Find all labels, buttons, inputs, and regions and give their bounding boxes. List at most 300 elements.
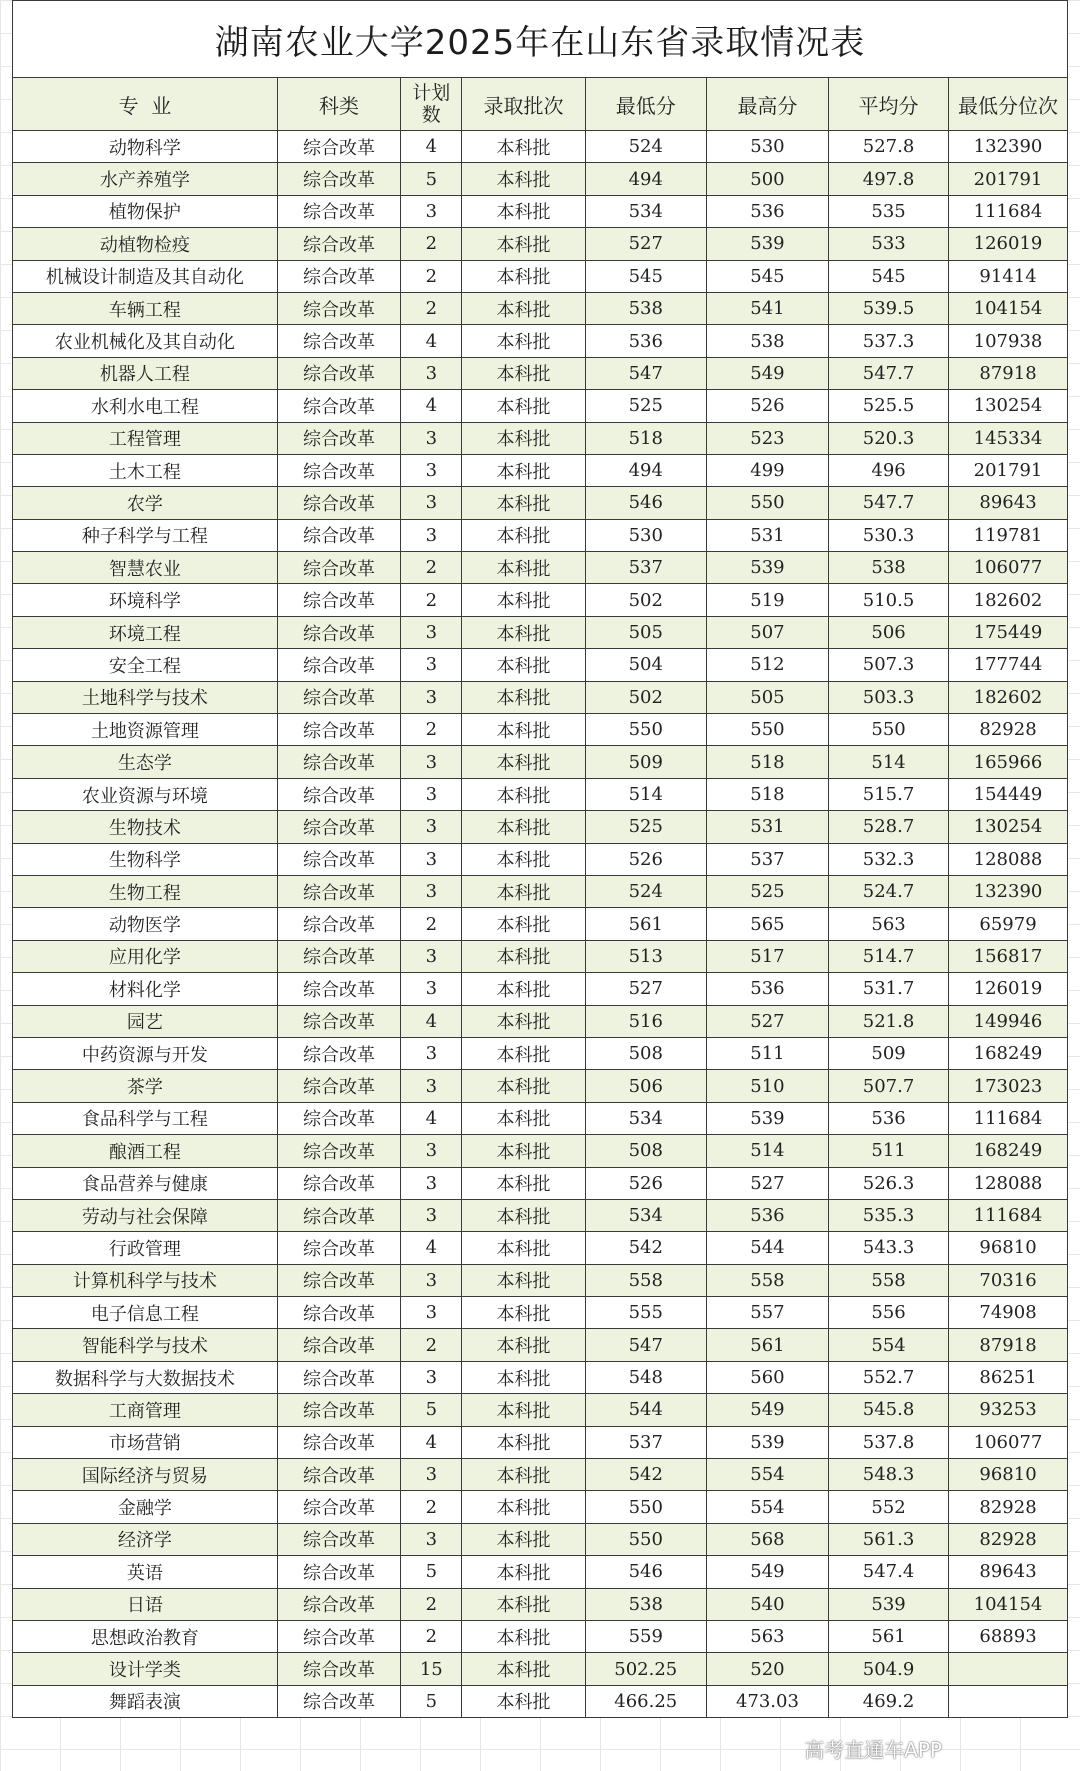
table-row <box>13 1199 1068 1231</box>
min-score-cell: 558 <box>585 1264 706 1296</box>
batch-cell: 本科批 <box>462 1199 585 1231</box>
header-plan-line2: 数 <box>421 104 441 126</box>
type-cell: 综合改革 <box>277 292 400 324</box>
table-row <box>13 940 1068 972</box>
min-score-cell: 505 <box>585 616 706 648</box>
plan-cell: 3 <box>401 1135 462 1167</box>
table-row <box>13 1135 1068 1167</box>
min-score-cell: 550 <box>585 714 706 746</box>
table-row <box>13 195 1068 227</box>
max-score-cell: 523 <box>706 422 828 454</box>
avg-score-cell: 511 <box>829 1135 949 1167</box>
max-score-cell: 527 <box>706 1167 828 1199</box>
type-cell: 综合改革 <box>277 908 400 940</box>
plan-cell: 5 <box>401 163 462 195</box>
avg-score-cell: 545.8 <box>829 1394 949 1426</box>
plan-cell: 3 <box>401 649 462 681</box>
plan-cell: 4 <box>401 390 462 422</box>
max-score-cell: 473.03 <box>706 1685 828 1717</box>
type-cell: 综合改革 <box>277 1556 400 1588</box>
plan-cell: 4 <box>401 325 462 357</box>
min-score-cell: 534 <box>585 1199 706 1231</box>
table-title: 湖南农业大学2025年在山东省录取情况表 <box>13 1 1068 78</box>
min-score-cell: 548 <box>585 1361 706 1393</box>
plan-cell: 2 <box>401 584 462 616</box>
type-cell: 综合改革 <box>277 649 400 681</box>
min-score-cell: 537 <box>585 1426 706 1458</box>
major-cell: 思想政治教育 <box>13 1620 278 1652</box>
min-score-cell: 534 <box>585 195 706 227</box>
batch-cell: 本科批 <box>462 1491 585 1523</box>
major-cell: 农业机械化及其自动化 <box>13 325 278 357</box>
plan-cell: 3 <box>401 1523 462 1555</box>
min-score-cell: 514 <box>585 778 706 810</box>
plan-cell: 3 <box>401 746 462 778</box>
min-rank-cell: 104154 <box>949 1588 1068 1620</box>
type-cell: 综合改革 <box>277 390 400 422</box>
batch-cell: 本科批 <box>462 1232 585 1264</box>
type-cell: 综合改革 <box>277 1135 400 1167</box>
min-score-cell: 561 <box>585 908 706 940</box>
major-cell: 工商管理 <box>13 1394 278 1426</box>
max-score-cell: 549 <box>706 357 828 389</box>
major-cell: 市场营销 <box>13 1426 278 1458</box>
batch-cell: 本科批 <box>462 1588 585 1620</box>
header-max-score: 最高分 <box>706 78 828 131</box>
major-cell: 数据科学与大数据技术 <box>13 1361 278 1393</box>
max-score-cell: 557 <box>706 1297 828 1329</box>
type-cell: 综合改革 <box>277 1070 400 1102</box>
type-cell: 综合改革 <box>277 811 400 843</box>
major-cell: 行政管理 <box>13 1232 278 1264</box>
type-cell: 综合改革 <box>277 843 400 875</box>
max-score-cell: 565 <box>706 908 828 940</box>
major-cell: 电子信息工程 <box>13 1297 278 1329</box>
max-score-cell: 518 <box>706 746 828 778</box>
avg-score-cell: 504.9 <box>829 1653 949 1685</box>
avg-score-cell: 503.3 <box>829 681 949 713</box>
batch-cell: 本科批 <box>462 811 585 843</box>
table-row <box>13 1167 1068 1199</box>
min-score-cell: 525 <box>585 811 706 843</box>
table-row <box>13 487 1068 519</box>
major-cell: 材料化学 <box>13 973 278 1005</box>
plan-cell: 3 <box>401 1070 462 1102</box>
plan-cell: 2 <box>401 1588 462 1620</box>
min-rank-cell: 111684 <box>949 1102 1068 1134</box>
avg-score-cell: 507.7 <box>829 1070 949 1102</box>
max-score-cell: 505 <box>706 681 828 713</box>
max-score-cell: 511 <box>706 1037 828 1069</box>
min-score-cell: 542 <box>585 1459 706 1491</box>
min-score-cell: 559 <box>585 1620 706 1652</box>
table-row <box>13 1523 1068 1555</box>
min-score-cell: 508 <box>585 1037 706 1069</box>
avg-score-cell: 538 <box>829 552 949 584</box>
major-cell: 植物保护 <box>13 195 278 227</box>
min-score-cell: 502.25 <box>585 1653 706 1685</box>
min-rank-cell: 96810 <box>949 1232 1068 1264</box>
major-cell: 生物科学 <box>13 843 278 875</box>
table-row <box>13 1588 1068 1620</box>
max-score-cell: 519 <box>706 584 828 616</box>
type-cell: 综合改革 <box>277 1394 400 1426</box>
avg-score-cell: 537.3 <box>829 325 949 357</box>
major-cell: 设计学类 <box>13 1653 278 1685</box>
max-score-cell: 536 <box>706 1199 828 1231</box>
max-score-cell: 500 <box>706 163 828 195</box>
max-score-cell: 539 <box>706 1426 828 1458</box>
max-score-cell: 517 <box>706 940 828 972</box>
max-score-cell: 499 <box>706 454 828 486</box>
major-cell: 食品营养与健康 <box>13 1167 278 1199</box>
header-major: 专 业 <box>13 78 278 131</box>
type-cell: 综合改革 <box>277 422 400 454</box>
min-rank-cell: 107938 <box>949 325 1068 357</box>
plan-cell: 4 <box>401 1232 462 1264</box>
header-min-rank: 最低分位次 <box>949 78 1068 131</box>
min-rank-cell: 130254 <box>949 811 1068 843</box>
table-row <box>13 1102 1068 1134</box>
avg-score-cell: 531.7 <box>829 973 949 1005</box>
header-plan <box>401 78 462 131</box>
max-score-cell: 568 <box>706 1523 828 1555</box>
batch-cell: 本科批 <box>462 454 585 486</box>
avg-score-cell: 552.7 <box>829 1361 949 1393</box>
min-rank-cell: 106077 <box>949 552 1068 584</box>
min-rank-cell: 130254 <box>949 390 1068 422</box>
type-cell: 综合改革 <box>277 260 400 292</box>
major-cell: 英语 <box>13 1556 278 1588</box>
plan-cell: 4 <box>401 1426 462 1458</box>
table-row <box>13 1620 1068 1652</box>
type-cell: 综合改革 <box>277 1588 400 1620</box>
min-rank-cell: 168249 <box>949 1135 1068 1167</box>
min-score-cell: 527 <box>585 973 706 1005</box>
min-score-cell: 508 <box>585 1135 706 1167</box>
type-cell: 综合改革 <box>277 681 400 713</box>
avg-score-cell: 558 <box>829 1264 949 1296</box>
header-row <box>13 78 1068 131</box>
type-cell: 综合改革 <box>277 552 400 584</box>
type-cell: 综合改革 <box>277 1102 400 1134</box>
avg-score-cell: 547.4 <box>829 1556 949 1588</box>
plan-cell: 4 <box>401 1102 462 1134</box>
batch-cell: 本科批 <box>462 1070 585 1102</box>
major-cell: 农学 <box>13 487 278 519</box>
type-cell: 综合改革 <box>277 1361 400 1393</box>
major-cell: 经济学 <box>13 1523 278 1555</box>
min-rank-cell: 82928 <box>949 1523 1068 1555</box>
batch-cell: 本科批 <box>462 908 585 940</box>
type-cell: 综合改革 <box>277 1491 400 1523</box>
plan-cell: 2 <box>401 260 462 292</box>
type-cell: 综合改革 <box>277 1232 400 1264</box>
table-row <box>13 390 1068 422</box>
table-row <box>13 681 1068 713</box>
avg-score-cell: 550 <box>829 714 949 746</box>
batch-cell: 本科批 <box>462 292 585 324</box>
table-row <box>13 1264 1068 1296</box>
plan-cell: 3 <box>401 616 462 648</box>
max-score-cell: 539 <box>706 1102 828 1134</box>
major-cell: 农业资源与环境 <box>13 778 278 810</box>
batch-cell: 本科批 <box>462 195 585 227</box>
min-score-cell: 527 <box>585 228 706 260</box>
major-cell: 机械设计制造及其自动化 <box>13 260 278 292</box>
type-cell: 综合改革 <box>277 973 400 1005</box>
major-cell: 劳动与社会保障 <box>13 1199 278 1231</box>
major-cell: 动物医学 <box>13 908 278 940</box>
max-score-cell: 514 <box>706 1135 828 1167</box>
max-score-cell: 544 <box>706 1232 828 1264</box>
avg-score-cell: 514 <box>829 746 949 778</box>
type-cell: 综合改革 <box>277 1167 400 1199</box>
type-cell: 综合改革 <box>277 1264 400 1296</box>
major-cell: 舞蹈表演 <box>13 1685 278 1717</box>
major-cell: 日语 <box>13 1588 278 1620</box>
header-avg-score: 平均分 <box>829 78 949 131</box>
admission-table <box>12 0 1068 1718</box>
avg-score-cell: 496 <box>829 454 949 486</box>
min-rank-cell: 132390 <box>949 875 1068 907</box>
min-rank-cell: 201791 <box>949 454 1068 486</box>
min-rank-cell: 106077 <box>949 1426 1068 1458</box>
table-row <box>13 746 1068 778</box>
batch-cell: 本科批 <box>462 422 585 454</box>
avg-score-cell: 524.7 <box>829 875 949 907</box>
plan-cell: 3 <box>401 1297 462 1329</box>
avg-score-cell: 535 <box>829 195 949 227</box>
max-score-cell: 549 <box>706 1394 828 1426</box>
min-rank-cell: 89643 <box>949 1556 1068 1588</box>
major-cell: 水利水电工程 <box>13 390 278 422</box>
max-score-cell: 558 <box>706 1264 828 1296</box>
min-rank-cell: 91414 <box>949 260 1068 292</box>
min-rank-cell: 87918 <box>949 1329 1068 1361</box>
table-row <box>13 1232 1068 1264</box>
max-score-cell: 526 <box>706 390 828 422</box>
table-row <box>13 292 1068 324</box>
table-row <box>13 163 1068 195</box>
max-score-cell: 520 <box>706 1653 828 1685</box>
avg-score-cell: 547.7 <box>829 487 949 519</box>
type-cell: 综合改革 <box>277 1620 400 1652</box>
plan-cell: 2 <box>401 714 462 746</box>
major-cell: 金融学 <box>13 1491 278 1523</box>
type-cell: 综合改革 <box>277 940 400 972</box>
min-rank-cell: 128088 <box>949 1167 1068 1199</box>
max-score-cell: 550 <box>706 714 828 746</box>
plan-cell: 2 <box>401 552 462 584</box>
type-cell: 综合改革 <box>277 1653 400 1685</box>
min-score-cell: 504 <box>585 649 706 681</box>
table-row <box>13 325 1068 357</box>
table-row <box>13 1459 1068 1491</box>
max-score-cell: 554 <box>706 1491 828 1523</box>
batch-cell: 本科批 <box>462 584 585 616</box>
batch-cell: 本科批 <box>462 1264 585 1296</box>
type-cell: 综合改革 <box>277 875 400 907</box>
watermark: 高考直通车APP <box>804 1738 942 1762</box>
min-rank-cell: 165966 <box>949 746 1068 778</box>
max-score-cell: 518 <box>706 778 828 810</box>
max-score-cell: 537 <box>706 843 828 875</box>
plan-cell: 3 <box>401 1167 462 1199</box>
avg-score-cell: 528.7 <box>829 811 949 843</box>
type-cell: 综合改革 <box>277 1459 400 1491</box>
type-cell: 综合改革 <box>277 163 400 195</box>
batch-cell: 本科批 <box>462 616 585 648</box>
min-rank-cell: 87918 <box>949 357 1068 389</box>
table-row <box>13 584 1068 616</box>
batch-cell: 本科批 <box>462 1685 585 1717</box>
table-row <box>13 1361 1068 1393</box>
major-cell: 动物科学 <box>13 131 278 163</box>
type-cell: 综合改革 <box>277 1005 400 1037</box>
min-score-cell: 524 <box>585 875 706 907</box>
plan-cell: 3 <box>401 811 462 843</box>
min-score-cell: 547 <box>585 357 706 389</box>
major-cell: 生物技术 <box>13 811 278 843</box>
table-row <box>13 1653 1068 1685</box>
max-score-cell: 539 <box>706 552 828 584</box>
max-score-cell: 563 <box>706 1620 828 1652</box>
table-row <box>13 1394 1068 1426</box>
min-rank-cell: 70316 <box>949 1264 1068 1296</box>
table-row <box>13 875 1068 907</box>
avg-score-cell: 539.5 <box>829 292 949 324</box>
min-score-cell: 545 <box>585 260 706 292</box>
min-score-cell: 550 <box>585 1523 706 1555</box>
batch-cell: 本科批 <box>462 1135 585 1167</box>
min-rank-cell: 182602 <box>949 584 1068 616</box>
plan-cell: 3 <box>401 778 462 810</box>
min-rank-cell: 177744 <box>949 649 1068 681</box>
major-cell: 工程管理 <box>13 422 278 454</box>
max-score-cell: 536 <box>706 973 828 1005</box>
plan-cell: 3 <box>401 973 462 1005</box>
min-rank-cell: 149946 <box>949 1005 1068 1037</box>
avg-score-cell: 536 <box>829 1102 949 1134</box>
batch-cell: 本科批 <box>462 260 585 292</box>
plan-cell: 3 <box>401 1264 462 1296</box>
max-score-cell: 525 <box>706 875 828 907</box>
table-row <box>13 908 1068 940</box>
batch-cell: 本科批 <box>462 843 585 875</box>
min-rank-cell: 182602 <box>949 681 1068 713</box>
plan-cell: 3 <box>401 1459 462 1491</box>
major-cell: 园艺 <box>13 1005 278 1037</box>
type-cell: 综合改革 <box>277 357 400 389</box>
min-score-cell: 509 <box>585 746 706 778</box>
min-score-cell: 538 <box>585 292 706 324</box>
table-row <box>13 131 1068 163</box>
batch-cell: 本科批 <box>462 228 585 260</box>
batch-cell: 本科批 <box>462 1459 585 1491</box>
min-score-cell: 516 <box>585 1005 706 1037</box>
type-cell: 综合改革 <box>277 325 400 357</box>
min-rank-cell: 156817 <box>949 940 1068 972</box>
max-score-cell: 554 <box>706 1459 828 1491</box>
avg-score-cell: 552 <box>829 1491 949 1523</box>
min-rank-cell: 126019 <box>949 973 1068 1005</box>
avg-score-cell: 532.3 <box>829 843 949 875</box>
type-cell: 综合改革 <box>277 1685 400 1717</box>
plan-cell: 3 <box>401 940 462 972</box>
max-score-cell: 549 <box>706 1556 828 1588</box>
plan-cell: 5 <box>401 1556 462 1588</box>
avg-score-cell: 539 <box>829 1588 949 1620</box>
max-score-cell: 540 <box>706 1588 828 1620</box>
major-cell: 应用化学 <box>13 940 278 972</box>
min-score-cell: 526 <box>585 843 706 875</box>
major-cell: 土地资源管理 <box>13 714 278 746</box>
max-score-cell: 530 <box>706 131 828 163</box>
min-score-cell: 525 <box>585 390 706 422</box>
batch-cell: 本科批 <box>462 1523 585 1555</box>
min-rank-cell: 145334 <box>949 422 1068 454</box>
plan-cell: 3 <box>401 1199 462 1231</box>
table-row <box>13 1297 1068 1329</box>
min-rank-cell: 104154 <box>949 292 1068 324</box>
batch-cell: 本科批 <box>462 1556 585 1588</box>
batch-cell: 本科批 <box>462 357 585 389</box>
batch-cell: 本科批 <box>462 1620 585 1652</box>
major-cell: 环境工程 <box>13 616 278 648</box>
plan-cell: 3 <box>401 519 462 551</box>
min-rank-cell: 201791 <box>949 163 1068 195</box>
major-cell: 土木工程 <box>13 454 278 486</box>
min-rank-cell: 111684 <box>949 195 1068 227</box>
min-score-cell: 546 <box>585 1556 706 1588</box>
batch-cell: 本科批 <box>462 519 585 551</box>
batch-cell: 本科批 <box>462 681 585 713</box>
avg-score-cell: 547.7 <box>829 357 949 389</box>
max-score-cell: 561 <box>706 1329 828 1361</box>
type-cell: 综合改革 <box>277 1199 400 1231</box>
max-score-cell: 539 <box>706 228 828 260</box>
min-score-cell: 502 <box>585 584 706 616</box>
max-score-cell: 545 <box>706 260 828 292</box>
table-body <box>13 131 1068 1718</box>
plan-cell: 3 <box>401 1361 462 1393</box>
batch-cell: 本科批 <box>462 875 585 907</box>
batch-cell: 本科批 <box>462 487 585 519</box>
major-cell: 食品科学与工程 <box>13 1102 278 1134</box>
major-cell: 酿酒工程 <box>13 1135 278 1167</box>
avg-score-cell: 526.3 <box>829 1167 949 1199</box>
plan-cell: 2 <box>401 292 462 324</box>
header-min-score: 最低分 <box>585 78 706 131</box>
type-cell: 综合改革 <box>277 1523 400 1555</box>
table-row <box>13 454 1068 486</box>
plan-cell: 2 <box>401 228 462 260</box>
batch-cell: 本科批 <box>462 1037 585 1069</box>
table-row <box>13 228 1068 260</box>
avg-score-cell: 554 <box>829 1329 949 1361</box>
batch-cell: 本科批 <box>462 1297 585 1329</box>
min-rank-cell: 111684 <box>949 1199 1068 1231</box>
type-cell: 综合改革 <box>277 584 400 616</box>
max-score-cell: 560 <box>706 1361 828 1393</box>
plan-cell: 2 <box>401 908 462 940</box>
avg-score-cell: 497.8 <box>829 163 949 195</box>
max-score-cell: 510 <box>706 1070 828 1102</box>
min-score-cell: 506 <box>585 1070 706 1102</box>
min-score-cell: 524 <box>585 131 706 163</box>
min-score-cell: 555 <box>585 1297 706 1329</box>
